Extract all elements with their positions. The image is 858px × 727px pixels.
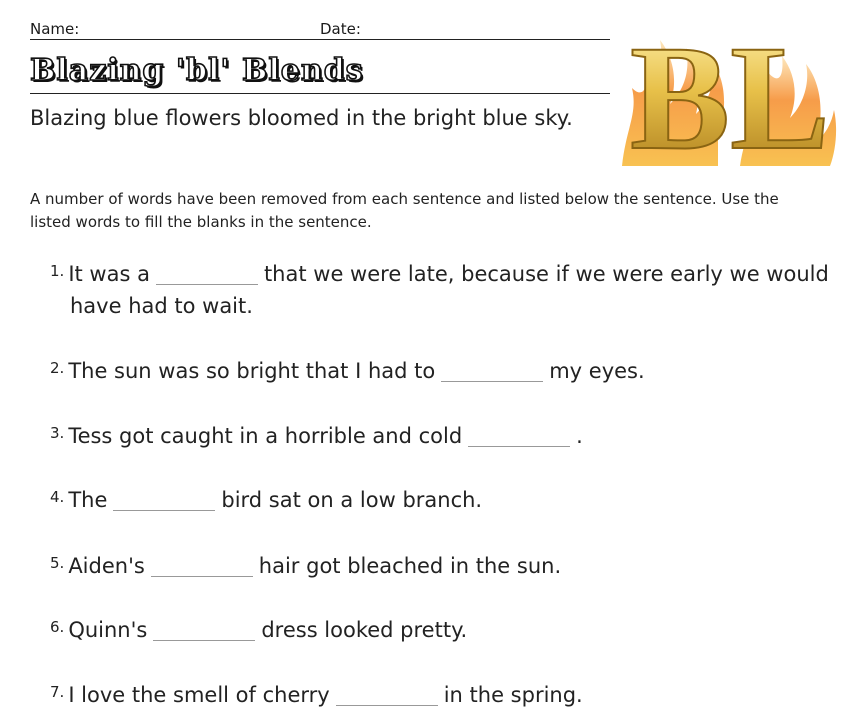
worksheet-title: Blazing 'bl' Blends (30, 54, 610, 94)
name-date-line (30, 20, 610, 40)
question-number: 1. (50, 262, 65, 280)
question-5 (50, 547, 561, 582)
question-text-after: in the spring. (443, 683, 583, 707)
worksheet-subtitle: Blazing blue flowers bloomed in the bright blue sky. (30, 106, 573, 130)
answer-blank[interactable] (151, 565, 253, 577)
question-text-before: The sun was so bright that I had to (68, 359, 436, 383)
instructions: A number of words have been removed from each sentence and listed below the sentence. Use the listed words to fill the blanks in the sentence. (30, 190, 779, 231)
question-4 (50, 481, 482, 516)
question-7 (50, 676, 583, 711)
question-text-before: It was a (68, 262, 150, 286)
question-text-before: The (68, 488, 108, 512)
question-3 (50, 417, 583, 452)
question-number: 5. (50, 554, 65, 572)
question-text-after: bird sat on a low branch. (221, 488, 483, 512)
date-label: Date: (320, 20, 361, 38)
question-text-before: Aiden's (68, 554, 145, 578)
question-text-after: dress looked pretty. (261, 618, 468, 642)
question-text-after: . (576, 424, 583, 448)
question-text-after: that we were late, because if we were early we would (263, 262, 829, 286)
name-label: Name: (30, 20, 80, 38)
answer-blank[interactable] (156, 273, 258, 285)
question-number: 3. (50, 424, 65, 442)
question-number: 4. (50, 488, 65, 506)
answer-blank[interactable] (441, 370, 543, 382)
question-6 (50, 611, 467, 646)
question-2 (50, 352, 645, 387)
question-1 (50, 255, 829, 322)
question-text-after: my eyes. (549, 359, 645, 383)
question-text-before: Tess got caught in a horrible and cold (68, 424, 463, 448)
answer-blank[interactable] (113, 499, 215, 511)
flaming-letters-logo (620, 18, 838, 166)
answer-blank[interactable] (336, 694, 438, 706)
question-number: 7. (50, 683, 65, 701)
question-text-before: Quinn's (68, 618, 148, 642)
question-text-before: I love the smell of cherry (68, 683, 330, 707)
answer-blank[interactable] (468, 435, 570, 447)
logo-text: BL (630, 18, 831, 166)
question-number: 6. (50, 618, 65, 636)
question-text-continued: have had to wait. (70, 294, 253, 318)
question-text-after: hair got bleached in the sun. (258, 554, 562, 578)
question-number: 2. (50, 359, 65, 377)
answer-blank[interactable] (153, 629, 255, 641)
